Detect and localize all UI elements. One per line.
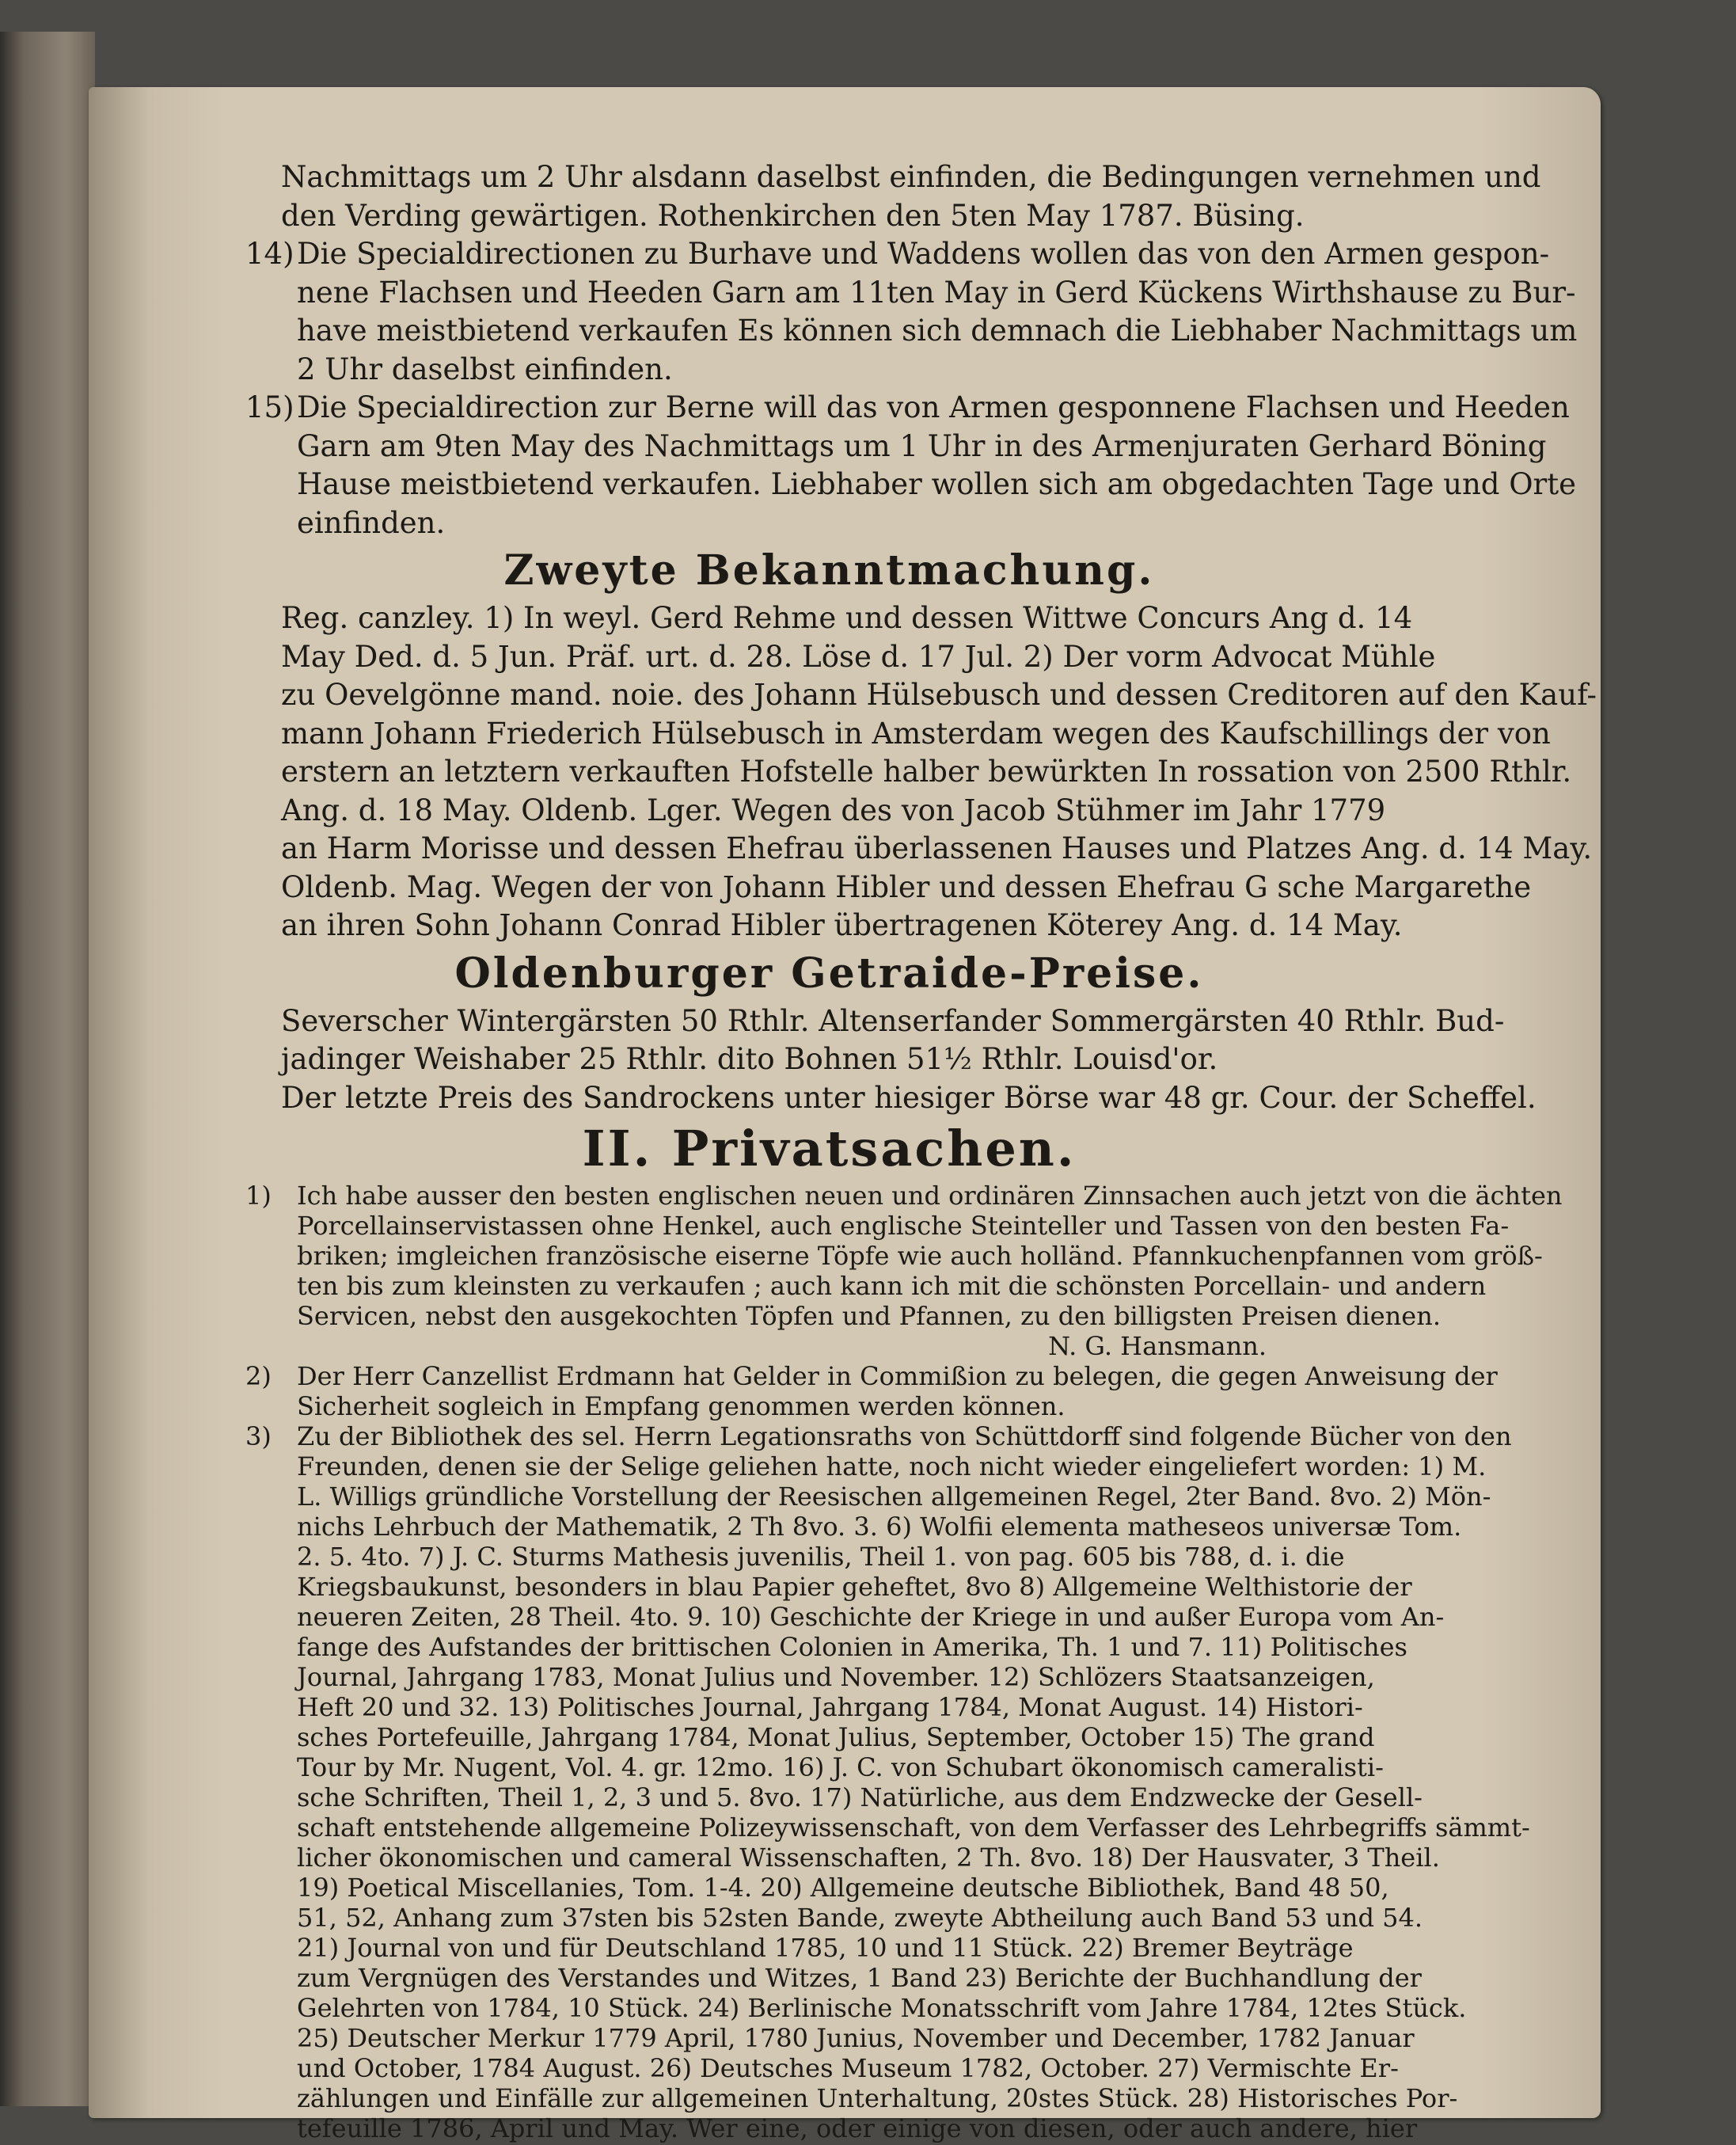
- text-line: sche Schriften, Theil 1, 2, 3 und 5. 8vo. 17) Natürliche, aus dem Endzwecke der Gesell-: [297, 1782, 1423, 1812]
- text-line: einfinden.: [297, 505, 446, 540]
- text-line: den Verding gewärtigen. Rothenkirchen den 5ten May 1787. Büsing.: [281, 198, 1305, 233]
- text-line: nichs Lehrbuch der Mathematik, 2 Th 8vo. 3. 6) Wolfii elementa matheseos universæ Tom.: [297, 1512, 1462, 1542]
- text-line: 2 Uhr daselbst einfinden.: [297, 352, 673, 386]
- text-line: licher ökonomischen und cameral Wissenschaften, 2 Th. 8vo. 18) Der Hausvater, 3 Theil.: [297, 1843, 1440, 1873]
- text-line: Der Herr Canzellist Erdmann hat Gelder in Commißion zu belegen, die gegen Anweisung der: [297, 1361, 1498, 1391]
- text-line: Sicherheit sogleich in Empfang genommen werden können.: [297, 1391, 1066, 1421]
- text-line: ten bis zum kleinsten zu verkaufen ; auch kann ich mit die schönsten Porcellain- und andern: [297, 1271, 1487, 1301]
- text-line: an ihren Sohn Johann Conrad Hibler übertragenen Köterey Ang. d. 14 May.: [281, 908, 1403, 942]
- entry-number: 2): [245, 1361, 272, 1391]
- entry-number: 15): [245, 390, 294, 424]
- signature: N. G. Hansmann.: [1048, 1331, 1267, 1361]
- text-line: Reg. canzley. 1) In weyl. Gerd Rehme und dessen Wittwe Concurs Ang d. 14: [281, 601, 1413, 635]
- text-line: Gelehrten von 1784, 10 Stück. 24) Berlinische Monatsschrift vom Jahre 1784, 12tes Stück.: [297, 1993, 1467, 2023]
- entry-number: 14): [245, 237, 294, 271]
- text-line: Nachmittags um 2 Uhr alsdann daselbst einfinden, die Bedingungen vernehmen und: [281, 160, 1541, 194]
- text-line: Heft 20 und 32. 13) Politisches Journal, Jahrgang 1784, Monat August. 14) Histori-: [297, 1692, 1363, 1722]
- entry-number: 1): [245, 1181, 272, 1211]
- text-line: May Ded. d. 5 Jun. Präf. urt. d. 28. Löse d. 17 Jul. 2) Der vorm Advocat Mühle: [281, 639, 1436, 674]
- text-line: 25) Deutscher Merkur 1779 April, 1780 Junius, November und December, 1782 Januar: [297, 2023, 1415, 2053]
- text-line: jadinger Weishaber 25 Rthlr. dito Bohnen 51½ Rthlr. Louisd'or.: [281, 1042, 1218, 1076]
- text-line: Zu der Bibliothek des sel. Herrn Legationsraths von Schüttdorff sind folgende Bücher von den: [297, 1421, 1512, 1451]
- heading-privatsachen: II. Privatsachen.: [582, 1120, 1077, 1177]
- text-line: Ang. d. 18 May. Oldenb. Lger. Wegen des von Jacob Stühmer im Jahr 1779: [281, 793, 1386, 827]
- text-line: fange des Aufstandes der brittischen Colonien in Amerika, Th. 1 und 7. 11) Politisches: [297, 1632, 1407, 1662]
- section-tail: [281, 158, 1541, 235]
- text-line: Oldenb. Mag. Wegen der von Johann Hibler und dessen Ehefrau G sche Margarethe: [281, 869, 1532, 904]
- notice-14: [245, 235, 1578, 389]
- text-line: tefeuille 1786, April und May. Wer eine, oder einige von diesen, oder auch andere, hier: [297, 2113, 1418, 2143]
- text-line: Servicen, nebst den ausgekochten Töpfen und Pfannen, zu den billigsten Preisen dienen.: [297, 1301, 1441, 1331]
- text-line: Der letzte Preis des Sandrockens unter hiesiger Börse war 48 gr. Cour. der Scheffel.: [281, 1080, 1537, 1115]
- text-line: Die Specialdirection zur Berne will das von Armen gesponnene Flachsen und Heeden: [297, 390, 1570, 424]
- text-line: Journal, Jahrgang 1783, Monat Julius und November. 12) Schlözers Staatsanzeigen,: [297, 1662, 1375, 1692]
- heading-zweyte-bekanntmachung: Zweyte Bekanntmachung.: [503, 546, 1155, 595]
- text-line: zu Oevelgönne mand. noie. des Johann Hülsebusch und dessen Creditoren auf den Kauf-: [281, 678, 1597, 712]
- facing-page-edge: [0, 32, 95, 2106]
- text-line: briken; imgleichen französische eiserne Töpfe wie auch holländ. Pfannkuchenpfannen vom größ-: [297, 1241, 1543, 1271]
- privat-entry-2: [245, 1361, 1498, 1421]
- text-line: zum Vergnügen des Verstandes und Witzes, 1 Band 23) Berichte der Buchhandlung der: [297, 1963, 1422, 1993]
- privat-entry-3: [245, 1421, 1530, 2143]
- text-line: Hause meistbietend verkaufen. Liebhaber wollen sich am obgedachten Tage und Orte: [297, 467, 1577, 501]
- entry-number: 3): [245, 1421, 272, 1451]
- text-line: und October, 1784 August. 26) Deutsches Museum 1782, October. 27) Vermischte Er-: [297, 2053, 1399, 2083]
- text-line: schaft entstehende allgemeine Polizeywissenschaft, von dem Verfasser des Lehrbegriffs sämmt-: [297, 1812, 1530, 1843]
- heading-getraide-preise: Oldenburger Getraide-Preise.: [454, 949, 1204, 998]
- privat-entry-1: [245, 1181, 1563, 1361]
- text-line: Severscher Wintergärsten 50 Rthlr. Altenserfander Sommergärsten 40 Rthlr. Bud-: [281, 1003, 1505, 1038]
- text-line: Tour by Mr. Nugent, Vol. 4. gr. 12mo. 16) J. C. von Schubart ökonomisch cameralisti-: [297, 1752, 1384, 1782]
- text-line: 21) Journal von und für Deutschland 1785, 10 und 11 Stück. 22) Bremer Beyträge: [297, 1933, 1354, 1963]
- text-line: L. Willigs gründliche Vorstellung der Reesischen allgemeinen Regel, 2ter Band. 8vo. 2) Mön-: [297, 1481, 1491, 1512]
- text-line: Die Specialdirectionen zu Burhave und Waddens wollen das von den Armen gespon-: [297, 237, 1550, 271]
- page-text: [245, 158, 1597, 2143]
- text-line: 51, 52, Anhang zum 37sten bis 52sten Bande, zweyte Abtheilung auch Band 53 und 54.: [297, 1903, 1423, 1933]
- text-line: an Harm Morisse und dessen Ehefrau überlassenen Hauses und Platzes Ang. d. 14 May.: [281, 831, 1593, 865]
- notice-15: [245, 389, 1577, 542]
- zweyte-section: [281, 599, 1597, 945]
- preise-section: [281, 1002, 1537, 1118]
- text-line: neueren Zeiten, 28 Theil. 4to. 9. 10) Geschichte der Kriege in und außer Europa vom An-: [297, 1602, 1445, 1632]
- text-line: Freunden, denen sie der Selige geliehen hatte, noch nicht wieder eingeliefert worden: 1) M.: [297, 1451, 1487, 1481]
- text-line: Porcellainservistassen ohne Henkel, auch englische Steinteller und Tassen von den besten Fa-: [297, 1211, 1510, 1241]
- text-line: Ich habe ausser den besten englischen neuen und ordinären Zinnsachen auch jetzt von die ächten: [297, 1181, 1563, 1211]
- text-line: 19) Poetical Miscellanies, Tom. 1-4. 20) Allgemeine deutsche Bibliothek, Band 48 50,: [297, 1873, 1389, 1903]
- text-line: Garn am 9ten May des Nachmittags um 1 Uhr in des Armenjuraten Gerhard Böning: [297, 428, 1547, 463]
- text-line: sches Portefeuille, Jahrgang 1784, Monat Julius, September, October 15) The grand: [297, 1722, 1375, 1752]
- text-line: zählungen und Einfälle zur allgemeinen Unterhaltung, 20stes Stück. 28) Historisches Por-: [297, 2083, 1458, 2113]
- text-line: nene Flachsen und Heeden Garn am 11ten May in Gerd Kückens Wirthshause zu Bur-: [297, 275, 1576, 310]
- text-line: 2. 5. 4to. 7) J. C. Sturms Mathesis juvenilis, Theil 1. von pag. 605 bis 788, d. i. die: [297, 1542, 1345, 1572]
- text-line: mann Johann Friederich Hülsebusch in Amsterdam wegen des Kaufschillings der von: [281, 716, 1551, 751]
- text-line: have meistbietend verkaufen Es können sich demnach die Liebhaber Nachmittags um: [297, 314, 1578, 348]
- text-line: Kriegsbaukunst, besonders in blau Papier geheftet, 8vo 8) Allgemeine Welthistorie der: [297, 1572, 1412, 1602]
- text-line: erstern an letztern verkauften Hofstelle halber bewürkten In rossation von 2500 Rthlr.: [281, 755, 1572, 789]
